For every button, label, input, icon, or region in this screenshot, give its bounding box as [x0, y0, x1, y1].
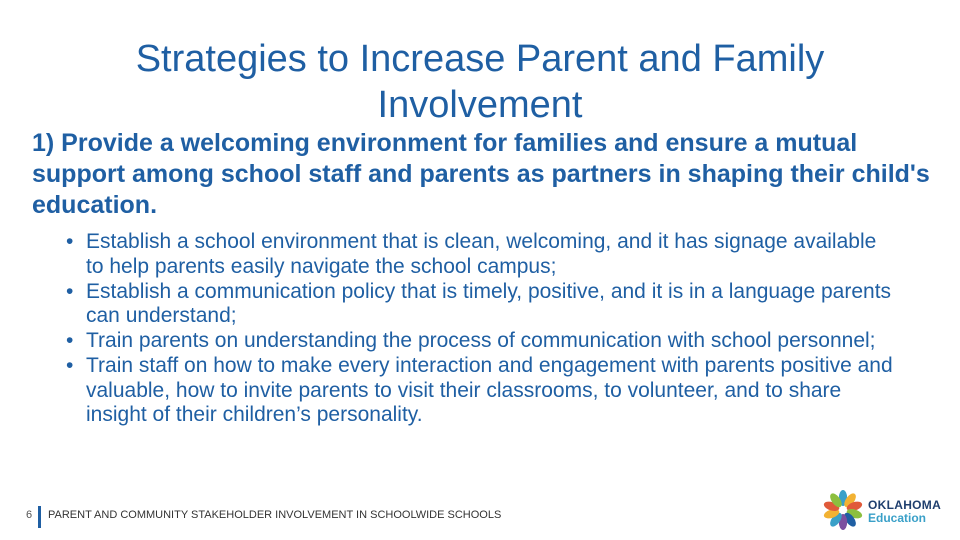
bullet-item [66, 280, 896, 329]
bullet-item [66, 329, 896, 354]
slide-footer [0, 504, 800, 528]
logo-text-education: Education [868, 511, 927, 525]
bullet-text: Establish a school environment that is clean, welcoming, and it has signage available to help parents easily navigate the school campus; [86, 230, 877, 278]
bullet-dot: • [66, 354, 74, 377]
bullet-text: Train parents on understanding the process of communication with school personnel; [86, 329, 876, 352]
logo-text-oklahoma: OKLAHOMA [868, 498, 942, 512]
slide-title: Strategies to Increase Parent and Family Involvement [135, 38, 825, 126]
footer-text: PARENT AND COMMUNITY STAKEHOLDER INVOLVEMENT IN SCHOOLWIDE SCHOOLS [48, 509, 502, 521]
bullet-item [66, 230, 896, 279]
bullet-dot: • [66, 329, 74, 352]
page-number: 6 [26, 509, 33, 521]
slide-subtitle: 1) Provide a welcoming environment for families and ensure a mutual support among school staff and parents as partners in shaping their child's education. [32, 129, 930, 219]
bullet-list [66, 230, 896, 428]
logo-flower-icon [822, 488, 864, 532]
bullet-dot: • [66, 230, 74, 253]
bullet-text: Establish a communication policy that is timely, positive, and it is in a language parents can understand; [86, 279, 892, 327]
footer-divider [38, 506, 41, 528]
bullet-dot: • [66, 279, 74, 303]
bullet-text: Train staff on how to make every interaction and engagement with parents positive and valuable, how to invite parents to visit their classrooms, to volunteer, and to share insight of their children’s personality. [86, 354, 893, 426]
oklahoma-education-logo [822, 488, 946, 532]
bullet-item [66, 354, 896, 428]
